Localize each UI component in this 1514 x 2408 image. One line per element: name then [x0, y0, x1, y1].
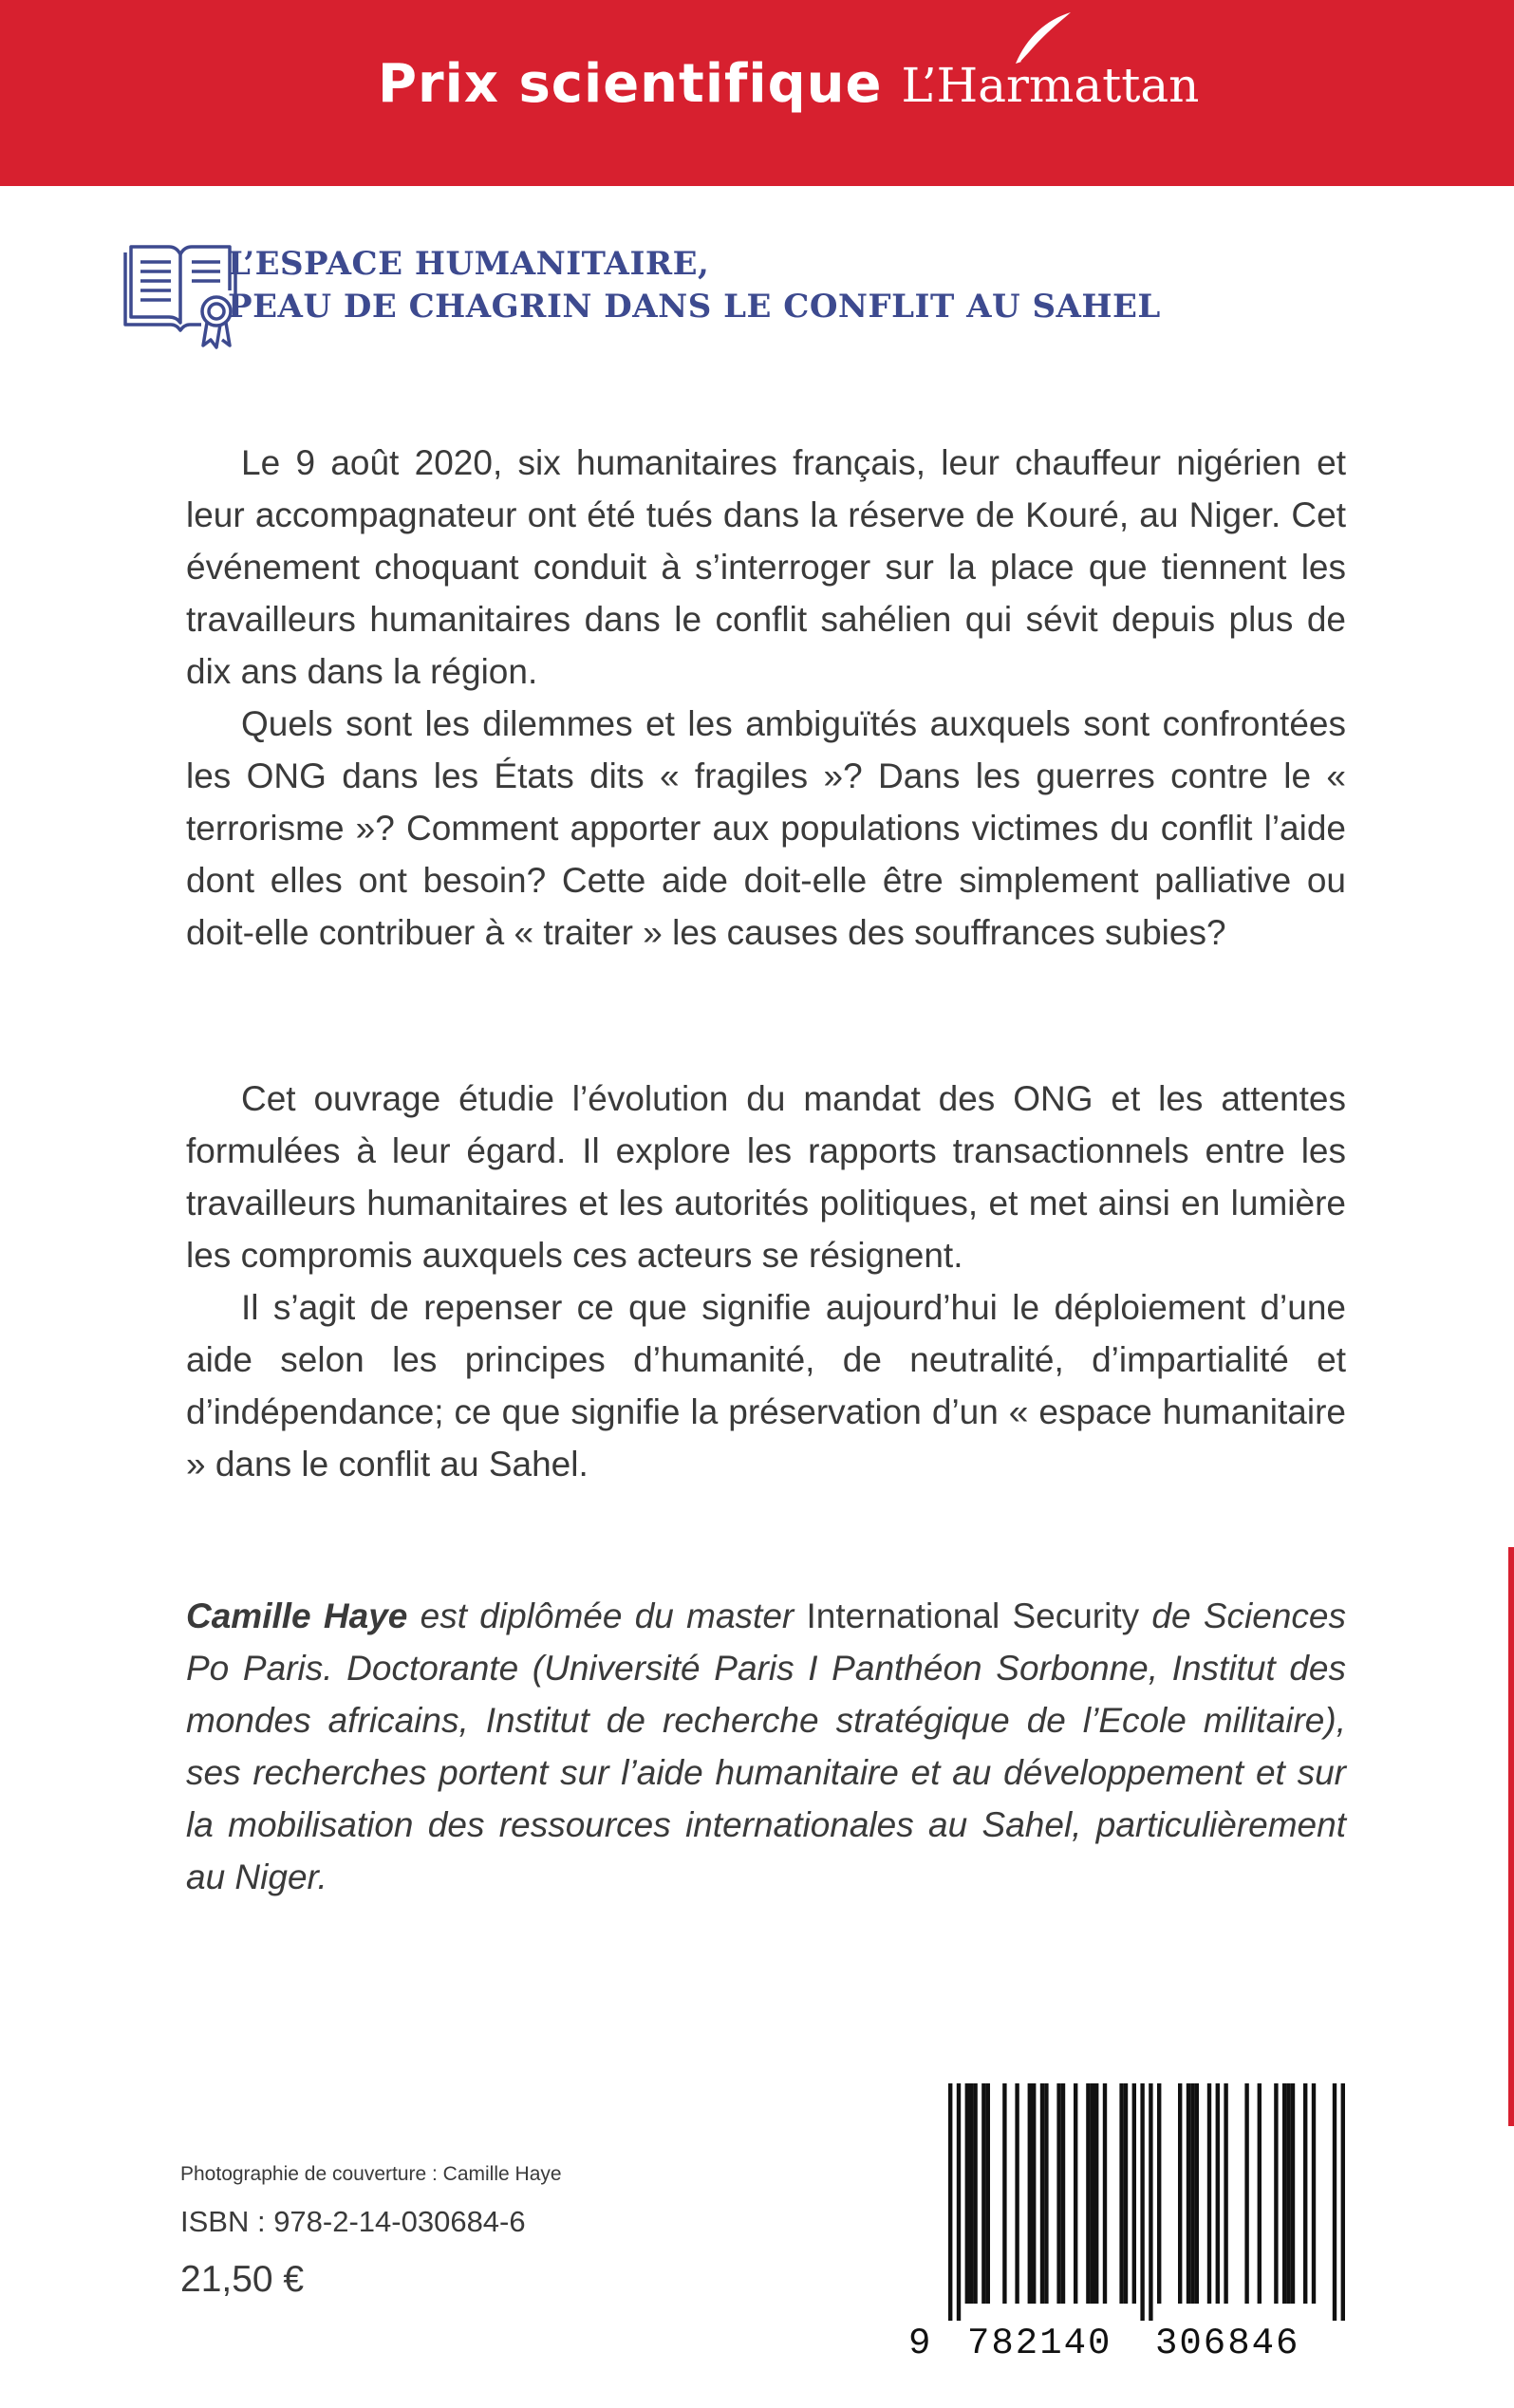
barcode-bar	[1274, 2083, 1278, 2304]
barcode-bar	[957, 2083, 961, 2321]
barcode-bar	[1286, 2083, 1290, 2304]
barcode-group-1: 782140	[967, 2323, 1112, 2364]
barcode-bar	[973, 2083, 977, 2304]
isbn-barcode	[907, 2083, 1353, 2368]
barcode-bar	[1224, 2083, 1227, 2304]
blurb-paragraph-3: Cet ouvrage étudie l’évolution du mandat des ONG et les attentes formulées à leur égard. Il explore les rapports transactionnels entre les travailleurs humanitaires et les autorités politiques, et met ainsi en lumière les compromis auxquels ces acteurs se résignent.	[186, 1079, 1346, 1275]
barcode-bar	[1074, 2083, 1077, 2304]
series-heading	[121, 237, 1450, 351]
credits-block	[180, 2159, 562, 2305]
barcode-bar	[1149, 2083, 1152, 2321]
isbn-label: ISBN : 978-2-14-030684-6	[180, 2205, 526, 2238]
author-name: Camille Haye	[186, 1596, 408, 1635]
barcode-bar	[969, 2083, 973, 2304]
price-label: 21,50 €	[180, 2259, 305, 2300]
barcode-bar	[1056, 2083, 1060, 2304]
blurb-section-2	[186, 1073, 1346, 1490]
bio-text-1: est diplômée du master	[407, 1596, 807, 1635]
barcode-group-2: 306846	[1155, 2323, 1300, 2364]
barcode-bar	[1091, 2083, 1094, 2304]
barcode-bar	[1244, 2083, 1248, 2304]
barcode-bar	[1282, 2083, 1286, 2304]
barcode-bar	[1216, 2083, 1220, 2304]
blurb-paragraph-4: Il s’agit de repenser ce que signifie aujourd’hui le déploiement d’une aide selon les principes d’humanité, de neutralité, d’impartialité et d’indépendance; ce que signifie la préservation d’un « espace humanitaire » dans le conflit au Sahel.	[186, 1288, 1346, 1484]
book-with-award-ribbon-icon	[121, 243, 240, 349]
publisher-name: L’Harmattan	[901, 58, 1200, 113]
barcode-first-digit: 9	[908, 2323, 933, 2364]
blurb-paragraph-2: Quels sont les dilemmes et les ambiguïtés auxquels sont confrontées les ONG dans les États dits « fragiles »? Dans les guerres contre le « terrorisme »? Comment apporter aux populations victimes du conflit l’aide dont elles ont besoin? Cette aide doit-elle être simplement palliative ou doit-elle contribuer à « traiter » les causes des souffrances subies?	[186, 704, 1346, 952]
barcode-bar	[1195, 2083, 1199, 2304]
blurb-section-1	[186, 437, 1346, 959]
barcode-bar	[1094, 2083, 1098, 2304]
barcode-bar	[1132, 2083, 1136, 2304]
barcode-bar	[1258, 2083, 1262, 2304]
photo-credit: Photographie de couverture : Camille Haye	[180, 2163, 562, 2185]
publisher-logo	[902, 58, 1200, 113]
author-bio-paragraph	[186, 1590, 1346, 1903]
barcode-bar	[948, 2083, 952, 2321]
barcode-bar	[1086, 2083, 1090, 2304]
series-title-line-2: PEAU DE CHAGRIN DANS LE CONFLIT AU SAHEL	[228, 288, 1161, 326]
series-title-line-1: L’ESPACE HUMANITAIRE,	[228, 245, 710, 283]
barcode-bar	[1333, 2083, 1336, 2321]
barcode-bar	[1028, 2083, 1032, 2304]
barcode-bars	[907, 2083, 1353, 2321]
barcode-bar	[1002, 2083, 1006, 2304]
series-title	[228, 243, 1161, 328]
barcode-bar	[1312, 2083, 1316, 2304]
barcode-bar	[1119, 2083, 1123, 2304]
blurb-paragraph-1: Le 9 août 2020, six humanitaires français, leur chauffeur nigérien et leur accompagnateur ont été tués dans la réserve de Kouré, au Niger. Cet événement choquant conduit à s’interroger sur la place que tiennent les travailleurs humanitaires dans le conflit sahélien qui sévit depuis plus de dix ans dans la région.	[186, 443, 1346, 691]
spine-edge-mark	[1508, 1547, 1514, 2126]
barcode-bar	[1124, 2083, 1128, 2304]
bio-program: International Security	[806, 1596, 1140, 1635]
barcode-bar	[1178, 2083, 1182, 2304]
barcode-bar	[1140, 2083, 1144, 2321]
barcode-bar	[1190, 2083, 1194, 2304]
banner-title	[378, 53, 1199, 158]
barcode-bar	[1303, 2083, 1307, 2304]
barcode-bar	[981, 2083, 985, 2304]
barcode-bar	[1032, 2083, 1036, 2304]
barcode-bar	[965, 2083, 969, 2304]
barcode-bar	[1341, 2083, 1345, 2321]
barcode-bar	[1291, 2083, 1295, 2304]
barcode-bar	[1157, 2083, 1161, 2304]
publisher-banner	[0, 0, 1514, 186]
barcode-bar	[986, 2083, 990, 2304]
barcode-bar	[1103, 2083, 1107, 2304]
barcode-bar	[1207, 2083, 1211, 2304]
author-bio	[186, 1590, 1346, 1903]
barcode-bar	[1061, 2083, 1065, 2304]
bio-text-2: de Sciences Po Paris. Doctorante (Université Paris I Panthéon Sorbonne, Institut des mondes africains, Institut de recherche stratégique de l’Ecole militaire), ses recherches portent sur l’aide humanitaire et au développement et sur la mobilisation des ressources internationales au Sahel, particulièrement au Niger.	[186, 1596, 1346, 1896]
barcode-bar	[1015, 2083, 1019, 2304]
leaf-logo-icon	[1008, 9, 1075, 65]
barcode-bar	[1040, 2083, 1044, 2304]
barcode-bar	[1187, 2083, 1190, 2304]
barcode-bar	[1044, 2083, 1048, 2304]
prize-label: Prix scientifique	[378, 53, 883, 115]
